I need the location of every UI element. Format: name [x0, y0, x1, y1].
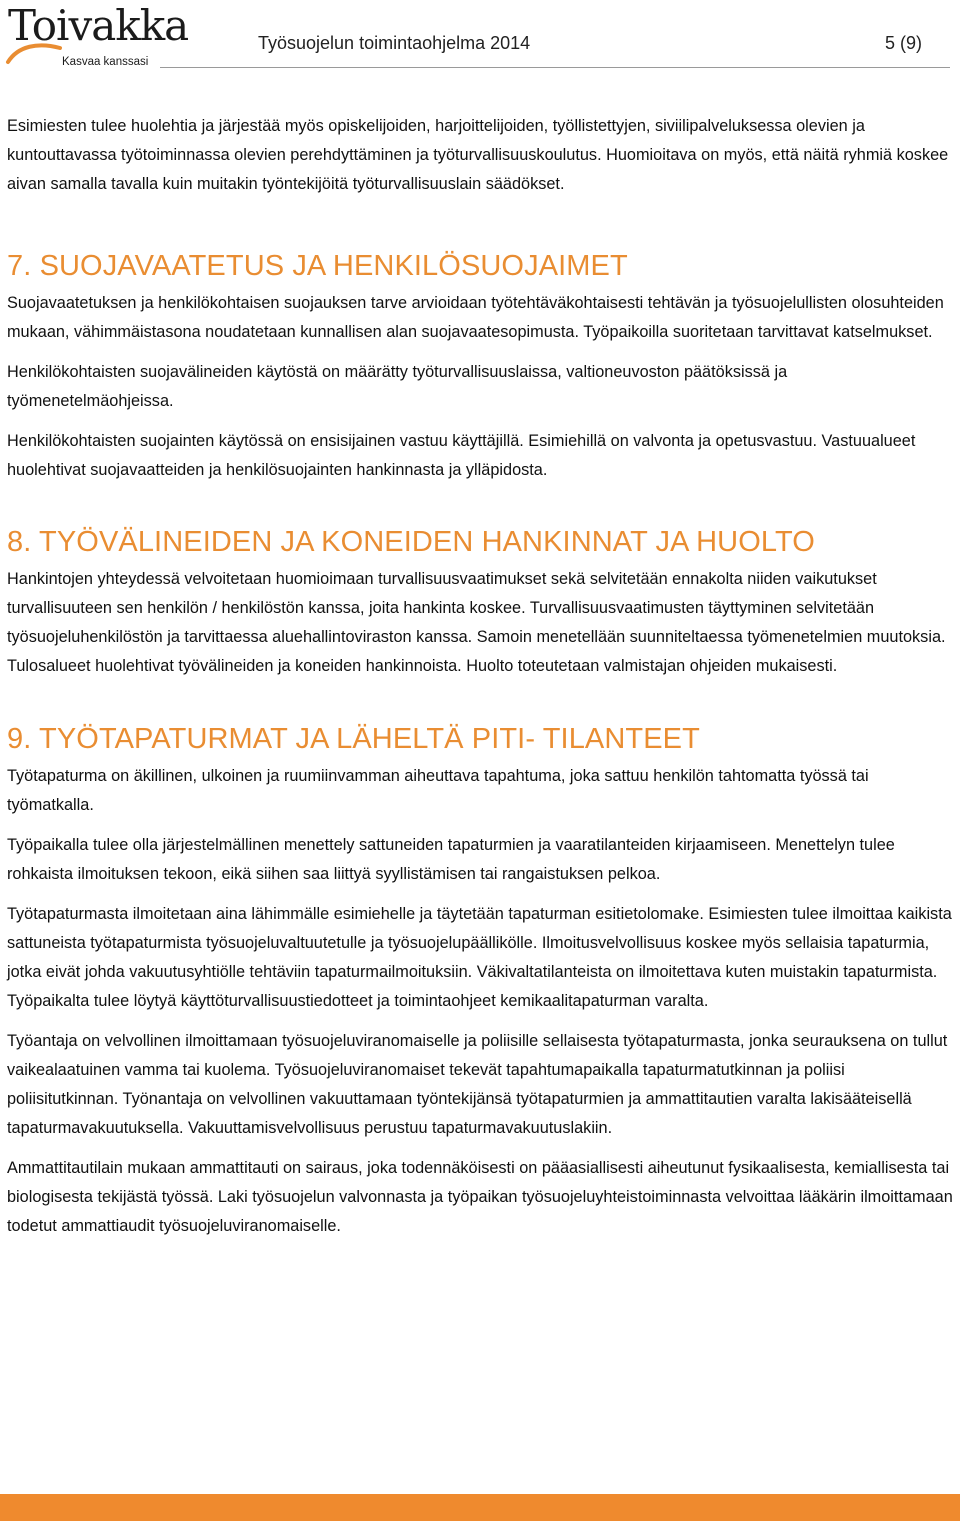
section-7-paragraph: Henkilökohtaisten suojavälineiden käytöstä on määrätty työturvallisuuslaissa, valtioneuvoston päätöksissä ja työmenetelmäohjeissa. — [7, 363, 788, 410]
section-title: SUOJAVAATETUS JA HENKILÖSUOJAIMET — [39, 250, 628, 282]
document-title: Työsuojelun toimintaohjelma 2014 — [258, 33, 531, 53]
page-number: 5 (9) — [884, 33, 922, 53]
section-title: TYÖTAPATURMAT JA LÄHELTÄ PITI- TILANTEET — [39, 723, 700, 755]
section-9-paragraph: Työpaikalla tulee olla järjestelmällinen menettely sattuneiden tapaturmien ja vaaratilanteiden kirjaamiseen. Menettelyn tulee rohkaista ilmoituksen tekoon, eikä siihen saa liittyä syyllistämisen tai rangaistuksen pelkoa. — [7, 836, 895, 883]
section-9-paragraph: Ammattitautilain mukaan ammattitauti on sairaus, joka todennäköisesti on pääasiallisesti aiheutunut fysikaalisesta, kemiallisesta tai biologisesta tekijästä työssä. Laki työsuojelun valvonnasta ja työpaikan työsuojeluyhteistoiminnasta velvoittaa lääkärin ilmoittamaan todetut ammattiaudit työsuojeluviranomaiselle. — [7, 1159, 953, 1235]
page-header — [0, 0, 960, 80]
document-body — [7, 112, 953, 1252]
intro-paragraph: Esimiesten tulee huolehtia ja järjestää myös opiskelijoiden, harjoittelijoiden, työllistettyjen, siviilipalveluksessa olevien ja kuntouttavassa työtoiminnassa olevien perehdyttäminen ja työturvallisuuskoulutus. Huomioitava on myös, että näitä ryhmiä koskee aivan samalla tavalla kuin muitakin työntekijöitä työturvallisuuslain säädökset. — [7, 117, 949, 193]
section-number: 8. — [7, 526, 32, 558]
section-number: 7. — [7, 250, 32, 282]
section-7-paragraph: Suojavaatetuksen ja henkilökohtaisen suojauksen tarve arvioidaan työtehtäväkohtaisesti tehtävän ja työsuojelullisten olosuhteiden mukaan, vähimmäistasona noudatetaan kunnallisen alan suojavaatesopimusta. Työpaikoilla suoritetaan tarvittavat katselmukset. — [7, 294, 944, 341]
logo-wordmark: Toivakka — [8, 1, 189, 50]
header-divider — [160, 67, 950, 68]
logo-tagline: Kasvaa kanssasi — [62, 56, 149, 68]
section-heading-9 — [7, 721, 953, 757]
section-heading-7 — [7, 248, 953, 284]
section-9-paragraph: Työtapaturmasta ilmoitetaan aina lähimmälle esimiehelle ja täytetään tapaturman esitietolomake. Esimiesten tulee ilmoittaa kaikista sattuneista työtapaturmista työsuojeluvaltuutetulle ja työsuojelupäällikölle. Ilmoitusvelvollisuus koskee myös sellaisia tapaturmia, jotka eivät johda vakuutusyhtiölle tehtäviin tapaturmailmoituksiin. Väkivaltatilanteista on ilmoitettava kuten muistakin tapaturmista. Työpaikalta tulee löytyä käyttöturvallisuustiedotteet ja toimintaohjeet kemikaalitapaturman varalta. — [7, 905, 952, 1010]
section-number: 9. — [7, 723, 32, 755]
section-9-paragraph: Työtapaturma on äkillinen, ulkoinen ja ruumiinvamman aiheuttava tapahtuma, joka sattuu henkilön tahtomatta työssä tai työmatkalla. — [7, 767, 869, 814]
section-9-paragraph: Työantaja on velvollinen ilmoittamaan työsuojeluviranomaiselle ja poliisille sellaisesta työtapaturmasta, jonka seurauksena on tullut vaikealaatuinen vamma tai kuolema. Työsuojeluviranomaiset tekevät tapahtumapaikalla tapaturmatutkinnan ja poliisi poliisitutkinnan. Työnantaja on velvollinen vakuuttamaan työntekijänsä työtapaturmien ja ammattitautien varalta lakisääteisellä tapaturmavakuutuksella. Vakuuttamisvelvollisuus perustuu tapaturmavakuutuslakiin. — [7, 1032, 948, 1137]
section-heading-8 — [7, 524, 953, 560]
section-title: TYÖVÄLINEIDEN JA KONEIDEN HANKINNAT JA HUOLTO — [39, 526, 815, 558]
section-7-paragraph: Henkilökohtaisten suojainten käytössä on ensisijainen vastuu käyttäjillä. Esimiehillä on valvonta ja opetusvastuu. Vastuualueet huolehtivat suojavaatteiden ja henkilösuojainten hankinnasta ja ylläpidosta. — [7, 432, 916, 479]
footer-bar — [0, 1494, 960, 1521]
section-8-paragraph: Hankintojen yhteydessä velvoitetaan huomioimaan turvallisuusvaatimukset sekä selvitetään ennakolta niiden vaikutukset turvallisuuteen sen henkilön / henkilöstön kanssa, joita hankinta koskee. Turvallisuusvaatimusten täyttyminen selvitetään työsuojeluhenkilöstön ja tarvittaessa aluehallintoviraston kanssa. Samoin menetellään suunniteltaessa työmenetelmien muutoksia. Tulosalueet huolehtivat työvälineiden ja koneiden hankinnoista. Huolto toteutetaan valmistajan ohjeiden mukaisesti. — [7, 570, 946, 675]
toivakka-logo — [4, 1, 189, 76]
